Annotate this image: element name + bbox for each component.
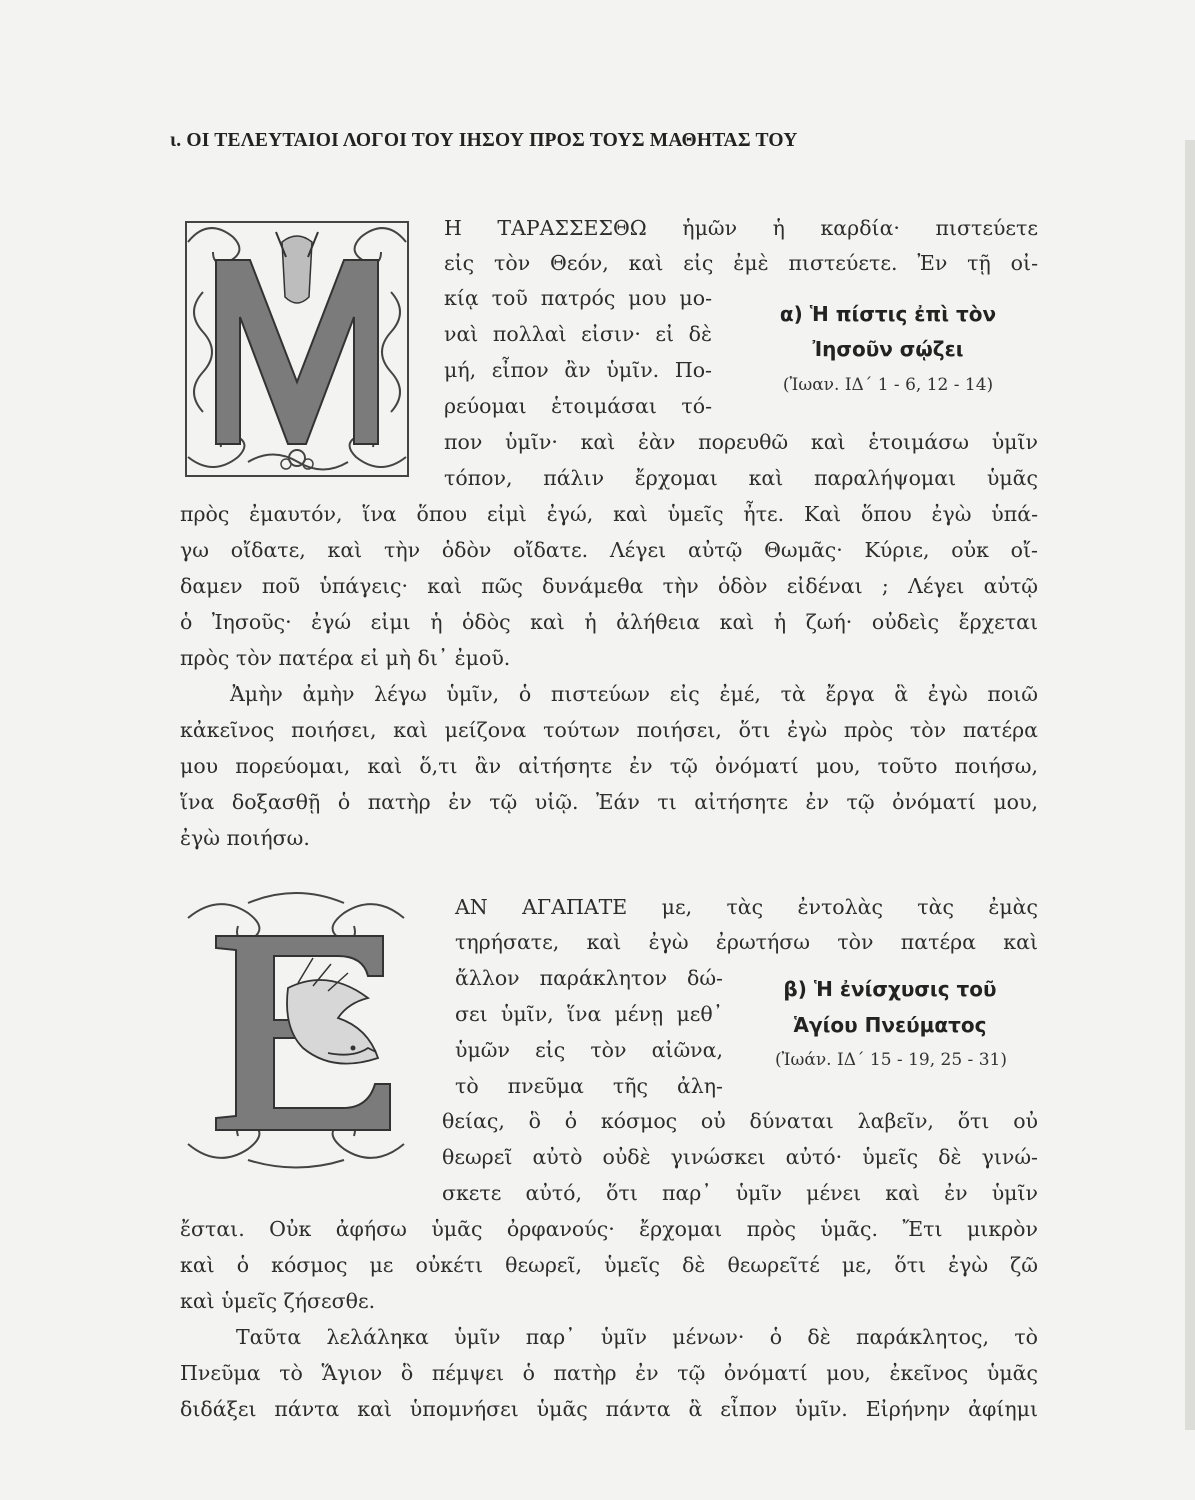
text-line: δαμεν ποῦ ὑπάγεις· καὶ πῶς δυνάμεθα τὴν ὁδὸν εἰδέναι ; Λέγει αὐτῷ [180,574,1038,598]
text-line: τόπον, πάλιν ἔρχομαι καὶ παραλήψομαι ὑμᾶς [444,466,1038,490]
text-line: ἔσται. Οὐκ ἀφήσω ὑμᾶς ὀρφανούς· ἔρχομαι πρὸς ὑμᾶς. Ἔτι μικρὸν [180,1217,1038,1241]
text-line: Ἀμὴν ἀμὴν λέγω ὑμῖν, ὁ πιστεύων εἰς ἐμέ, τὰ ἔργα ἃ ἐγὼ ποιῶ [230,682,1038,706]
text-line: ὑμῶν εἰς τὸν αἰῶνα, [455,1038,723,1062]
subsection-title-a-line2: Ἰησοῦν σῴζει [812,337,964,361]
text-line: ΑΝ ΑΓΑΠΑΤΕ με, τὰς ἐντολὰς τὰς ἐμὰς [455,895,1038,919]
text-line: τηρήσατε, καὶ ἐγὼ ἐρωτήσω τὸν πατέρα καὶ [455,930,1038,954]
subsection-title-b-line1: β) Ἡ ἐνίσχυσις τοῦ [783,977,997,1001]
text-line: καὶ ὑμεῖς ζήσεσθε. [180,1289,376,1313]
decorated-initial-m [178,212,416,487]
text-line: εἰς τὸν Θεόν, καὶ εἰς ἐμὲ πιστεύετε. Ἐν τῇ οἰ- [444,251,1038,275]
text-line: μή, εἶπον ἂν ὑμῖν. Πο- [444,358,712,382]
ornament-e-icon [178,888,414,1174]
text-line: θεωρεῖ αὐτὸ οὐδὲ γινώσκει αὐτό· ὑμεῖς δὲ γινώ- [442,1145,1038,1169]
text-line: ἄλλον παράκλητον δώ- [455,966,723,990]
decorated-initial-e [178,888,414,1174]
text-line: πον ὑμῖν· καὶ ἐὰν πορευθῶ καὶ ἑτοιμάσω ὑμῖν [444,430,1038,454]
scripture-reference-a: (Ἰωαν. ΙΔ΄ 1 - 6, 12 - 14) [782,375,994,395]
text-line: γω οἴδατε, καὶ τὴν ὁδὸν οἴδατε. Λέγει αὐτῷ Θωμᾶς· Κύριε, οὐκ οἴ- [180,538,1038,562]
text-line: θείας, ὃ ὁ κόσμος οὐ δύναται λαβεῖν, ὅτι οὐ [442,1109,1038,1133]
text-line: ἐγὼ ποιήσω. [180,826,310,850]
text-line: σει ὑμῖν, ἵνα μένῃ μεθ᾿ [455,1002,723,1026]
text-line: ὁ Ἰησοῦς· ἐγώ εἰμι ἡ ὁδὸς καὶ ἡ ἀλήθεια καὶ ἡ ζωή· οὐδεὶς ἔρχεται [180,610,1038,634]
text-line: ρεύομαι ἑτοιμάσαι τό- [444,394,712,418]
text-line: τὸ πνεῦμα τῆς ἀλη- [455,1074,723,1098]
text-line: Η ΤΑΡΑΣΣΕΣΘΩ ἡμῶν ἡ καρδία· πιστεύετε [444,216,1038,240]
text-line: Ταῦτα λελάληκα ὑμῖν παρ᾿ ὑμῖν μένων· ὁ δὲ παράκλητος, τὸ [236,1325,1038,1349]
text-line: διδάξει πάντα καὶ ὑπομνήσει ὑμᾶς πάντα ἃ εἶπον ὑμῖν. Εἰρήνην ἀφίημι [180,1397,1038,1421]
scripture-reference-b: (Ἰωάν. ΙΔ΄ 15 - 19, 25 - 31) [775,1050,1007,1070]
text-line: μου πορεύομαι, καὶ ὅ,τι ἂν αἰτήσητε ἐν τῷ ὀνόματί μου, τοῦτο ποιήσω, [180,754,1038,778]
page-edge [1185,140,1195,1430]
chapter-heading: ι. ΟΙ ΤΕΛΕΥΤΑΙΟΙ ΛΟΓΟΙ ΤΟΥ ΙΗΣΟΥ ΠΡΟΣ ΤΟΥΣ ΜΑΘΗΤΑΣ ΤΟΥ [170,130,798,151]
text-line: πρὸς τὸν πατέρα εἰ μὴ δι᾿ ἐμοῦ. [180,646,511,670]
text-line: ἵνα δοξασθῇ ὁ πατὴρ ἐν τῷ υἱῷ. Ἐάν τι αἰτήσητε ἐν τῷ ὀνόματί μου, [180,790,1038,814]
subsection-title-a-line1: α) Ἡ πίστις ἐπὶ τὸν [779,302,997,326]
text-line: σκετε αὐτό, ὅτι παρ᾿ ὑμῖν μένει καὶ ἐν ὑμῖν [442,1181,1038,1205]
text-line: κίᾳ τοῦ πατρός μου μο- [444,286,712,310]
text-line: πρὸς ἐμαυτόν, ἵνα ὅπου εἰμὶ ἐγώ, καὶ ὑμεῖς ἦτε. Καὶ ὅπου ἐγὼ ὑπά- [180,502,1038,526]
subsection-title-b-line2: Ἁγίου Πνεύματος [793,1013,987,1037]
text-line: Πνεῦμα τὸ Ἅγιον ὃ πέμψει ὁ πατὴρ ἐν τῷ ὀνόματί μου, ἐκεῖνος ὑμᾶς [180,1361,1038,1385]
text-line: κἀκεῖνος ποιήσει, καὶ μείζονα τούτων ποιήσει, ὅτι ἐγὼ πρὸς τὸν πατέρα [180,718,1038,742]
text-line: ναὶ πολλαὶ εἰσιν· εἰ δὲ [444,322,712,346]
text-line: καὶ ὁ κόσμος με οὐκέτι θεωρεῖ, ὑμεῖς δὲ θεωρεῖτέ με, ὅτι ἐγὼ ζῶ [180,1253,1038,1277]
ornament-m-icon [178,212,416,487]
